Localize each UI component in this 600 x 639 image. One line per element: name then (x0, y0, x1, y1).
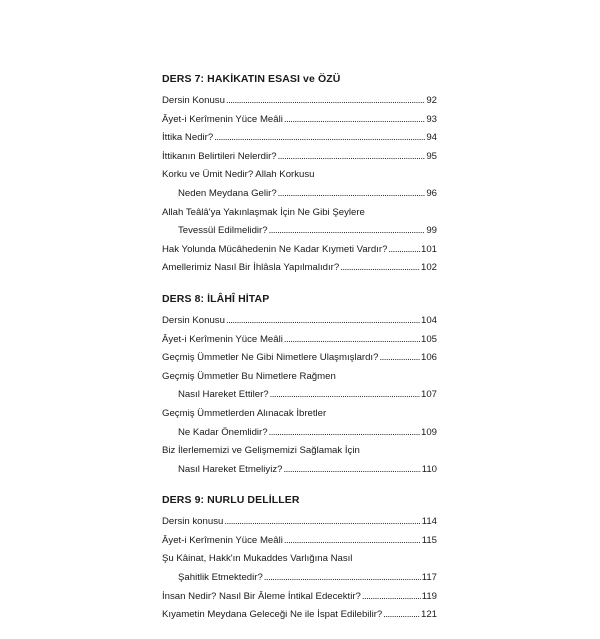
dot-leader (264, 569, 421, 588)
entry-line (162, 166, 437, 185)
entry-title: Dersin konusu (162, 516, 224, 528)
entry-line (162, 111, 437, 130)
entry-title: Ne Kadar Önemlidir? (178, 426, 268, 438)
dot-leader (278, 148, 426, 167)
entry-title: Tevessül Edilmelidir? (178, 225, 268, 237)
entry-line (162, 148, 437, 167)
toc-entry (162, 588, 437, 607)
page-number: 92 (426, 95, 437, 106)
page-number: 110 (421, 463, 437, 475)
dot-leader (388, 241, 420, 260)
entry-title: İttika Nedir? (162, 132, 214, 144)
entry-title: İnsan Nedir? Nasıl Bir Âleme İntikal Edecektir? (162, 590, 361, 602)
entry-title: Âyet-i Kerîmenin Yüce Meâli (162, 333, 283, 345)
entry-line (162, 405, 437, 424)
entry-title: Şahitlik Etmektedir? (178, 572, 263, 584)
toc-section (162, 292, 437, 479)
toc-entry (162, 532, 437, 551)
dot-leader (269, 222, 426, 241)
toc-entry (162, 550, 437, 587)
toc-entry (162, 312, 437, 331)
entry-line (162, 513, 437, 532)
entry-line (162, 349, 437, 368)
page-number: 107 (420, 389, 437, 401)
page-number: 96 (426, 187, 437, 199)
entry-line (162, 569, 437, 588)
entry-line (162, 241, 437, 260)
page-number: 109 (420, 426, 437, 438)
entry-title: Âyet-i Kerîmenin Yüce Meâli (162, 534, 283, 546)
entry-title: Amellerimiz Nasıl Bir İhlâsla Yapılmalıdır? (162, 262, 340, 274)
toc-entry (162, 442, 437, 479)
entry-line (162, 368, 437, 387)
page-number: 93 (426, 113, 437, 125)
dot-leader (379, 349, 420, 368)
entry-line (162, 588, 437, 607)
dot-leader (284, 461, 421, 480)
entry-line (162, 259, 437, 278)
entry-title: Nasıl Hareket Ettiler? (178, 389, 269, 401)
page-number: 104 (420, 314, 437, 326)
dot-leader (284, 111, 425, 130)
entry-line (162, 312, 437, 331)
dot-leader (383, 606, 420, 625)
toc-entry (162, 129, 437, 148)
page-number: 105 (420, 333, 437, 345)
entry-line (162, 204, 437, 223)
entry-title: Dersin Konusu (162, 314, 225, 326)
dot-leader (226, 312, 420, 331)
entry-line (162, 185, 437, 204)
entry-line (162, 129, 437, 148)
toc-entry (162, 148, 437, 167)
page-number: 115 (421, 534, 437, 546)
entry-title: Neden Meydana Gelir? (178, 187, 277, 199)
entry-title: Nasıl Hareket Etmeliyiz? (178, 463, 283, 475)
page-number: 119 (421, 590, 437, 602)
entry-title: Geçmiş Ümmetler Ne Gibi Nimetlere Ulaşmışlardı? (162, 352, 379, 364)
page-number: 102 (420, 262, 437, 274)
entry-title: Biz İlerlememizi ve Gelişmemizi Sağlamak İçin (162, 445, 360, 457)
entry-title: Şu Kâinat, Hakk'ın Mukaddes Varlığına Nasıl (162, 553, 353, 565)
toc-section (162, 72, 437, 278)
toc-entry (162, 349, 437, 368)
toc-entry (162, 166, 437, 203)
entry-line (162, 331, 437, 350)
page-number: 114 (421, 516, 437, 528)
toc-entry (162, 241, 437, 260)
entry-line (162, 606, 437, 625)
toc-entry (162, 111, 437, 130)
section-title: DERS 8: İLÂHÎ HİTAP (162, 292, 270, 305)
entry-title: İttikanın Belirtileri Nelerdir? (162, 150, 277, 162)
dot-leader (270, 386, 420, 405)
entry-line (162, 442, 437, 461)
dot-leader (269, 424, 420, 443)
page-number: 99 (426, 225, 437, 237)
entry-line (162, 461, 437, 480)
page-number: 106 (420, 352, 437, 364)
entry-title: Allah Teâlâ'ya Yakınlaşmak İçin Ne Gibi Şeylere (162, 206, 365, 218)
dot-leader (214, 129, 425, 148)
page-number: 117 (421, 572, 437, 584)
section-title: DERS 9: NURLU DELİLLER (162, 494, 300, 507)
table-of-contents (162, 72, 437, 639)
dot-leader (226, 92, 425, 111)
entry-line (162, 424, 437, 443)
toc-entry (162, 405, 437, 442)
dot-leader (362, 588, 421, 607)
entry-line (162, 222, 437, 241)
entry-line (162, 532, 437, 551)
entry-line (162, 550, 437, 569)
entry-title: Geçmiş Ümmetler Bu Nimetlere Rağmen (162, 370, 336, 382)
dot-leader (224, 513, 420, 532)
toc-section (162, 493, 437, 625)
toc-entry (162, 204, 437, 241)
toc-entry (162, 92, 437, 111)
toc-entry (162, 368, 437, 405)
entry-title: Kıyametin Meydana Geleceği Ne ile İspat Edilebilir? (162, 609, 383, 621)
entry-title: Geçmiş Ümmetlerden Alınacak İbretler (162, 407, 327, 419)
page-number: 101 (420, 243, 437, 255)
toc-entry (162, 259, 437, 278)
toc-entry (162, 513, 437, 532)
entry-line (162, 386, 437, 405)
section-title: DERS 7: HAKİKATIN ESASI ve ÖZÜ (162, 73, 341, 85)
page-number: 95 (426, 150, 437, 162)
entry-title: Korku ve Ümit Nedir? Allah Korkusu (162, 169, 315, 181)
toc-entry (162, 331, 437, 350)
entry-title: Hak Yolunda Mücâhedenin Ne Kadar Kıymeti Vardır? (162, 243, 388, 255)
entry-line (162, 92, 437, 111)
entry-title: Dersin Konusu (162, 95, 225, 106)
entry-title: Âyet-i Kerîmenin Yüce Meâli (162, 113, 283, 125)
dot-leader (278, 185, 426, 204)
page-number: 121 (420, 609, 437, 621)
dot-leader (284, 532, 421, 551)
dot-leader (340, 259, 420, 278)
page-number: 94 (426, 132, 437, 144)
toc-entry (162, 606, 437, 625)
dot-leader (284, 331, 420, 350)
